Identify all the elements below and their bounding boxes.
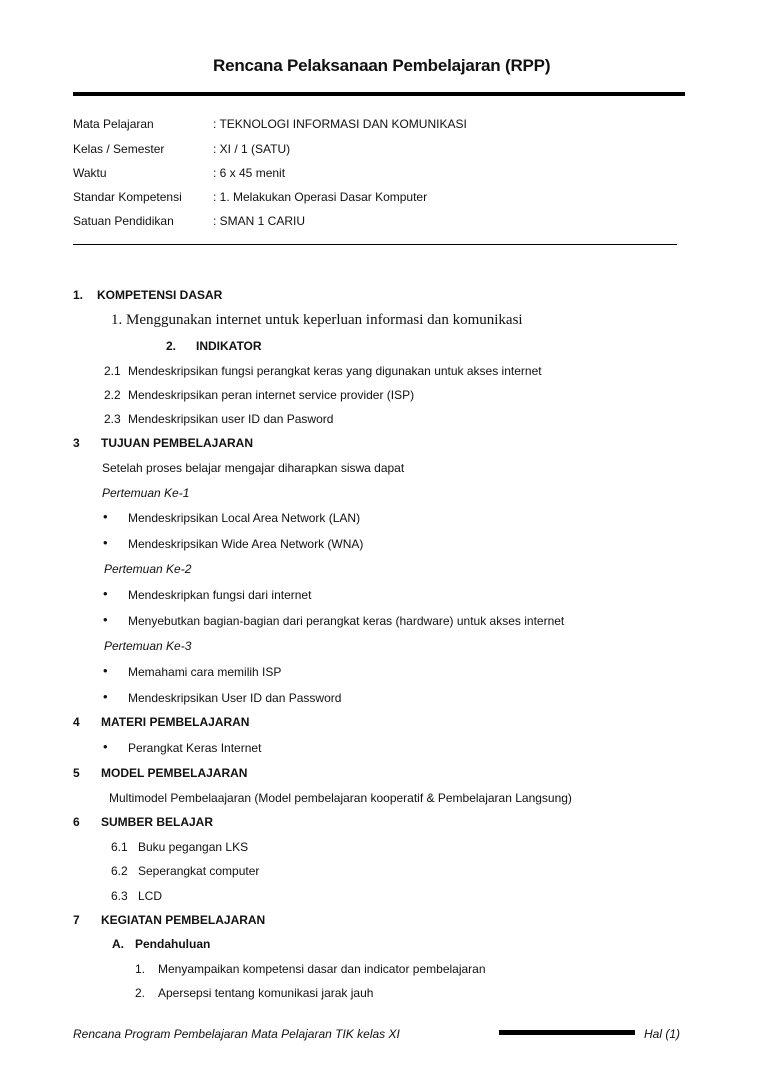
section-heading: MODEL PEMBELAJARAN — [101, 766, 248, 780]
section-number: 2. — [166, 339, 177, 353]
meeting-label: Pertemuan Ke-2 — [104, 562, 192, 576]
list-item: Perangkat Keras Internet — [128, 741, 262, 755]
section-number: 7 — [73, 913, 80, 927]
bullet-icon: • — [103, 509, 108, 524]
bullet-icon: • — [103, 612, 108, 627]
section-heading: MATERI PEMBELAJARAN — [101, 715, 250, 729]
bullet-icon: • — [103, 535, 108, 550]
indicator-text: Mendeskripsikan user ID dan Pasword — [128, 412, 334, 426]
activity-number: 2. — [135, 986, 146, 1000]
field-label: Standar Kompetensi — [73, 190, 182, 204]
meeting-label: Pertemuan Ke-3 — [104, 639, 192, 653]
footer-bar — [499, 1030, 635, 1035]
activity-text: Apersepsi tentang komunikasi jarak jauh — [158, 986, 374, 1000]
title-rule — [73, 92, 685, 96]
field-value: : XI / 1 (SATU) — [213, 142, 291, 156]
source-text: Seperangkat computer — [138, 864, 260, 878]
indicator-text: Mendeskripsikan fungsi perangkat keras yang digunakan untuk akses internet — [128, 364, 542, 378]
bullet-icon: • — [103, 739, 108, 754]
page-title: Rencana Pelaksanaan Pembelajaran (RPP) — [213, 56, 551, 75]
source-number: 6.2 — [111, 864, 128, 878]
field-value: : 6 x 45 menit — [213, 166, 286, 180]
source-number: 6.1 — [111, 840, 128, 854]
section-number: 6 — [73, 815, 80, 829]
section-heading: KOMPETENSI DASAR — [97, 288, 223, 302]
list-item: Mendeskripsikan User ID dan Password — [128, 691, 342, 705]
bullet-icon: • — [103, 586, 108, 601]
source-text: Buku pegangan LKS — [138, 840, 249, 854]
field-value: : TEKNOLOGI INFORMASI DAN KOMUNIKASI — [213, 117, 467, 131]
competency-item: 1. Menggunakan internet untuk keperluan informasi dan komunikasi — [111, 312, 523, 328]
source-number: 6.3 — [111, 889, 128, 903]
indicator-text: Mendeskripsikan peran internet service provider (ISP) — [128, 388, 415, 402]
bullet-icon: • — [103, 663, 108, 678]
subsection-heading: Pendahuluan — [135, 937, 211, 951]
section-number: 4 — [73, 715, 80, 729]
footer-title: Rencana Program Pembelajaran Mata Pelajaran TIK kelas XI — [73, 1027, 400, 1041]
section-heading: SUMBER BELAJAR — [101, 815, 214, 829]
field-label: Kelas / Semester — [73, 142, 165, 156]
indicator-number: 2.1 — [104, 364, 121, 378]
field-label: Waktu — [73, 166, 107, 180]
subsection-letter: A. — [112, 937, 124, 951]
indicator-number: 2.2 — [104, 388, 121, 402]
section-heading: TUJUAN PEMBELAJARAN — [101, 436, 254, 450]
list-item: Mendeskripkan fungsi dari internet — [128, 588, 312, 602]
section-heading: INDIKATOR — [196, 339, 262, 353]
indicator-number: 2.3 — [104, 412, 121, 426]
bullet-icon: • — [103, 689, 108, 704]
header-divider — [73, 244, 677, 245]
section-number: 5 — [73, 766, 80, 780]
field-label: Mata Pelajaran — [73, 117, 154, 131]
field-value: : SMAN 1 CARIU — [213, 214, 306, 228]
field-label: Satuan Pendidikan — [73, 214, 174, 228]
section-intro: Setelah proses belajar mengajar diharapkan siswa dapat — [102, 461, 405, 475]
section-heading: KEGIATAN PEMBELAJARAN — [101, 913, 266, 927]
section-number: 1. — [73, 288, 84, 302]
list-item: Mendeskripsikan Local Area Network (LAN) — [128, 511, 361, 525]
page-number: Hal (1) — [644, 1027, 681, 1041]
list-item: Menyebutkan bagian-bagian dari perangkat keras (hardware) untuk akses internet — [128, 614, 565, 628]
section-number: 3 — [73, 436, 80, 450]
section-text: Multimodel Pembelaajaran (Model pembelajaran kooperatif & Pembelajaran Langsung) — [109, 791, 572, 805]
list-item: Memahami cara memilih ISP — [128, 665, 282, 679]
activity-number: 1. — [135, 962, 146, 976]
field-value: : 1. Melakukan Operasi Dasar Komputer — [213, 190, 428, 204]
list-item: Mendeskripsikan Wide Area Network (WNA) — [128, 537, 364, 551]
activity-text: Menyampaikan kompetensi dasar dan indicator pembelajaran — [158, 962, 486, 976]
source-text: LCD — [138, 889, 163, 903]
meeting-label: Pertemuan Ke-1 — [102, 486, 190, 500]
